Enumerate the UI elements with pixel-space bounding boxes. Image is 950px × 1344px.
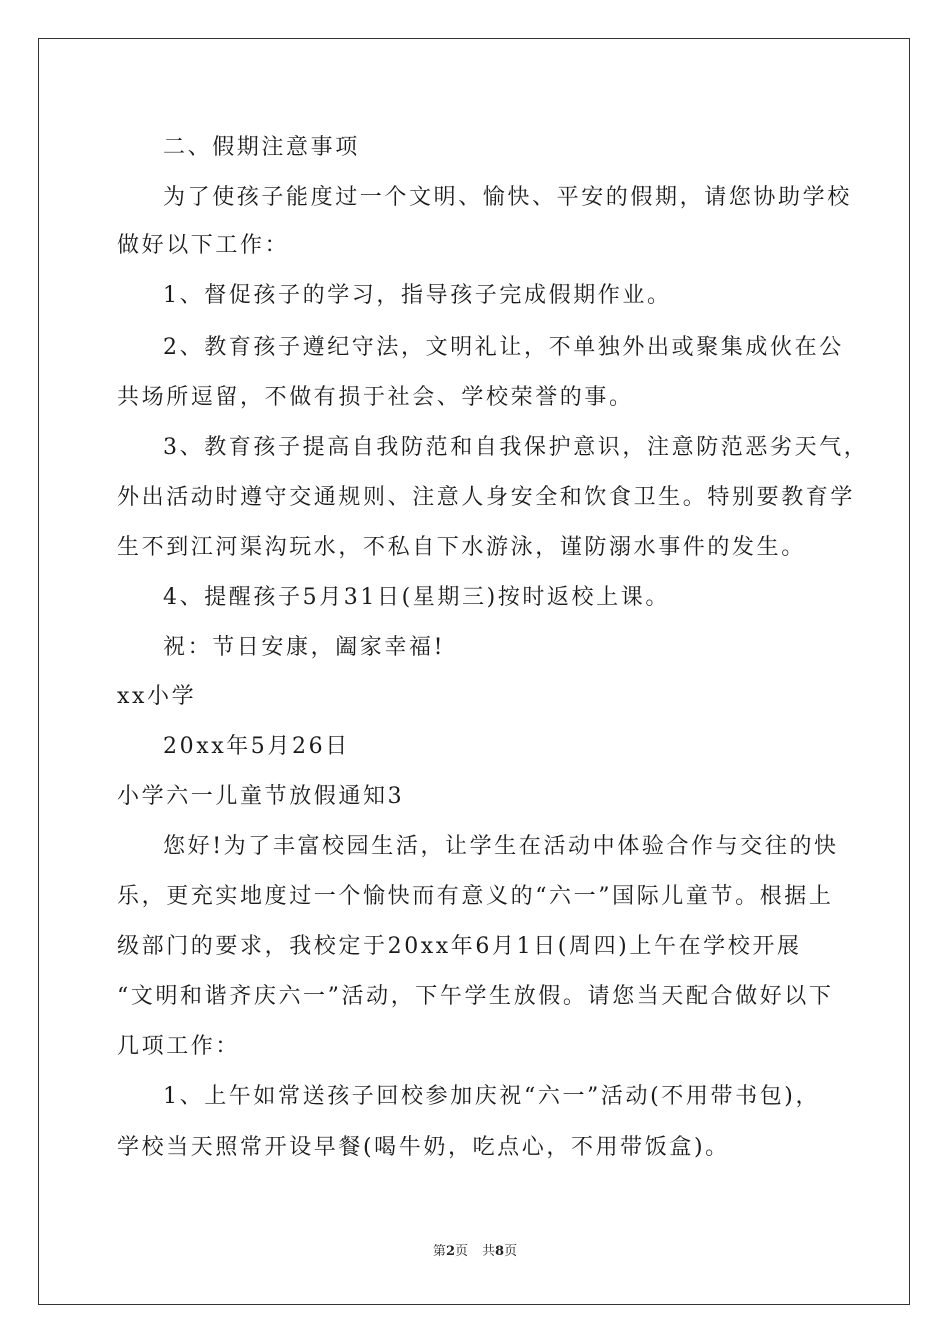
paragraph-line: 为了使孩子能度过一个文明、愉快、平安的假期，请您协助学校 bbox=[163, 185, 852, 210]
paragraph-line: 生不到江河渠沟玩水，不私自下水游泳，谨防溺水事件的发生。 bbox=[117, 535, 806, 560]
paragraph-line: 您好!为了丰富校园生活，让学生在活动中体验合作与交往的快 bbox=[163, 834, 839, 859]
paragraph-line: 乐，更充实地度过一个愉快而有意义的“六一”国际儿童节。根据上 bbox=[117, 884, 834, 909]
paragraph-line: 级部门的要求，我校定于20xx年6月1日(周四)上午在学校开展 bbox=[117, 934, 802, 959]
footer-page-prefix: 第 bbox=[432, 1244, 446, 1259]
paragraph-line: 做好以下工作： bbox=[117, 233, 290, 258]
list-item: 4、提醒孩子5月31日(星期三)按时返校上课。 bbox=[163, 585, 670, 610]
page-border bbox=[38, 38, 910, 1305]
signature-date: 20xx年5月26日 bbox=[163, 734, 350, 759]
greeting-line: 祝：节日安康，阖家幸福! bbox=[163, 635, 446, 660]
section-heading: 二、假期注意事项 bbox=[163, 135, 360, 160]
footer-total-pages: 8 bbox=[495, 1244, 505, 1259]
footer-total-suffix: 页 bbox=[504, 1244, 518, 1259]
notice-title: 小学六一儿童节放假通知3 bbox=[117, 784, 405, 809]
paragraph-line: 共场所逗留，不做有损于社会、学校荣誉的事。 bbox=[117, 385, 634, 410]
footer-page-suffix: 页 bbox=[454, 1244, 468, 1259]
list-item: 1、督促孩子的学习，指导孩子完成假期作业。 bbox=[163, 283, 672, 308]
paragraph-line: 学校当天照常开设早餐(喝牛奶，吃点心，不用带饭盒)。 bbox=[117, 1135, 730, 1160]
footer-total-prefix: 共 bbox=[482, 1244, 496, 1259]
paragraph-line: 外出活动时遵守交通规则、注意人身安全和饮食卫生。特别要教育学 bbox=[117, 485, 856, 510]
page-footer bbox=[0, 1243, 950, 1261]
list-item: 3、教育孩子提高自我防范和自我保护意识，注意防范恶劣天气， bbox=[163, 435, 869, 460]
paragraph-line: 几项工作： bbox=[117, 1034, 241, 1059]
footer-page-number: 2 bbox=[445, 1244, 455, 1259]
list-item: 2、教育孩子遵纪守法，文明礼让，不单独外出或聚集成伙在公 bbox=[163, 335, 844, 360]
signature-school: xx小学 bbox=[117, 684, 197, 709]
paragraph-line: “文明和谐齐庆六一”活动，下午学生放假。请您当天配合做好以下 bbox=[117, 984, 834, 1009]
list-item: 1、上午如常送孩子回校参加庆祝“六一”活动(不用带书包)， bbox=[163, 1084, 821, 1109]
